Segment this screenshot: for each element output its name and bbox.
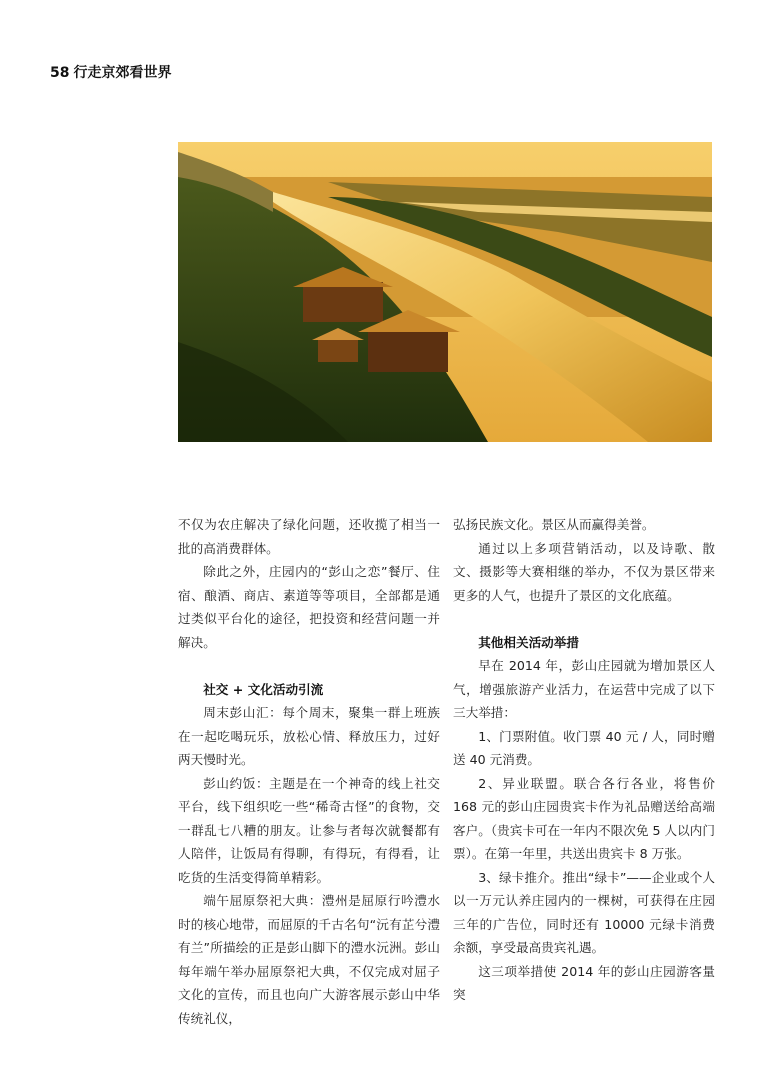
paragraph: 通过以上多项营销活动，以及诗歌、散文、摄影等大赛相继的举办，不仅为景区带来更多的人气，也提升了景区的文化底蕴。 [453,540,715,603]
landscape-photo-river-temple [178,142,712,442]
paragraph: 2、异业联盟。联合各行各业，将售价 168 元的彭山庄园贵宾卡作为礼品赠送给高端客户。（贵宾卡可在一年内不限次免 5 人以内门票）。在第一年里，共送出贵宾卡 8 万张。 [453,775,715,861]
photo-illustration [178,142,712,442]
paragraph: 早在 2014 年，彭山庄园就为增加景区人气，增强旅游产业活力，在运营中完成了以下三大举措： [453,658,715,720]
paragraph: 周末彭山汇：每个周末，聚集一群上班族在一起吃喝玩乐，放松心情、释放压力，过好两天慢时光。 [178,705,440,767]
paragraph: 端午屈原祭祀大典：澧州是屈原行吟澧水时的核心地带，而屈原的千古名句“沅有芷兮澧有兰”所描绘的正是彭山脚下的澧水沅洲。彭山每年端午举办屈原祭祀大典，不仅完成对屈子文化的宣传，而且也向广大游客展示彭山中华传统礼仪， [178,893,440,1026]
publication-title: 行走京郊看世界 [73,65,172,81]
paragraph: 除此之外，庄园内的“彭山之恋”餐厅、住宿、酿酒、商店、素道等等项目，全部都是通过类似平台化的途径，把投资和经营问题一并解决。 [178,564,440,650]
page-header [50,62,171,82]
section-heading: 其他相关活动举措 [478,634,579,650]
left-column [178,513,440,1030]
paragraph: 不仅为农庄解决了绿化问题，还收揽了相当一批的高消费群体。 [178,517,440,556]
paragraph: 弘扬民族文化。景区从而赢得美誉。 [453,517,655,532]
paragraph: 这三项举措使 2014 年的彭山庄园游客量突 [453,963,715,1002]
paragraph: 彭山约饭：主题是在一个神奇的线上社交平台，线下组织吃一些“稀奇古怪”的食物，交一群乱七八糟的朋友。让参与者每次就餐都有人陪伴，让饭局有得聊，有得玩，有得看，让吃货的生活变得简单精彩。 [178,775,440,885]
right-column [453,513,715,1007]
paragraph: 1、门票附值。收门票 40 元 / 人，同时赠送 40 元消费。 [453,728,715,767]
paragraph: 3、绿卡推介。推出“绿卡”——企业或个人以一万元认养庄园内的一棵树，可获得在庄园三年的广告位，同时还有 10000 元绿卡消费余额，享受最高贵宾礼遇。 [453,869,715,955]
section-heading: 社交 + 文化活动引流 [203,681,324,697]
page-number: 58 [50,65,70,81]
